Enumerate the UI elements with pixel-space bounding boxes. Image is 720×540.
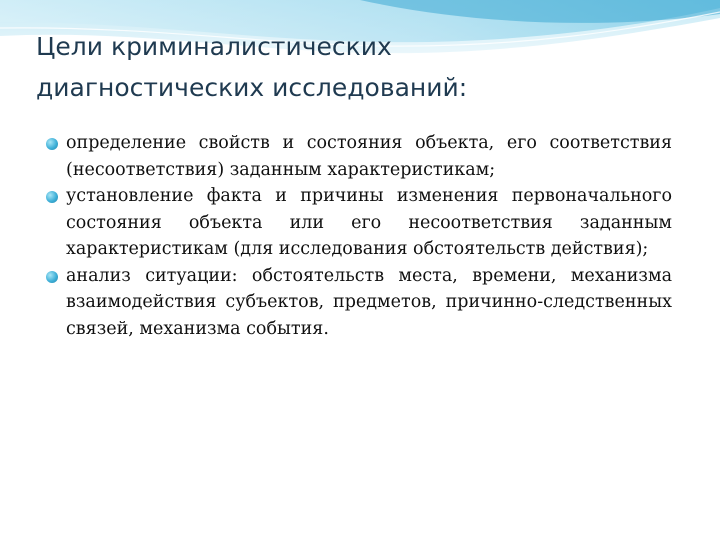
bullet-item-2 bbox=[46, 183, 672, 263]
bullet-item-3 bbox=[46, 263, 672, 343]
slide-title bbox=[36, 26, 676, 108]
bullet-text-2: установление факта и причины изменения первоначального состояния объекта или его несоответствия заданным характеристикам (для исследования обстоятельств действия); bbox=[66, 186, 672, 259]
slide-title-line-2: диагностических исследований: bbox=[36, 73, 468, 102]
bullet-text-1: определение свойств и состояния объекта, его соответствия (несоответствия) заданным характеристикам; bbox=[66, 133, 672, 180]
bullet-item-1 bbox=[46, 130, 672, 183]
slide-title-line-1: Цели криминалистических bbox=[36, 32, 392, 61]
bullet-list bbox=[46, 130, 672, 342]
slide-content bbox=[46, 130, 672, 342]
round-bullet-icon bbox=[46, 138, 58, 150]
round-bullet-icon bbox=[46, 271, 58, 283]
bullet-text-3: анализ ситуации: обстоятельств места, времени, механизма взаимодействия субъектов, предметов, причинно-следственных связей, механизма события. bbox=[66, 265, 672, 339]
round-bullet-icon bbox=[46, 191, 58, 203]
